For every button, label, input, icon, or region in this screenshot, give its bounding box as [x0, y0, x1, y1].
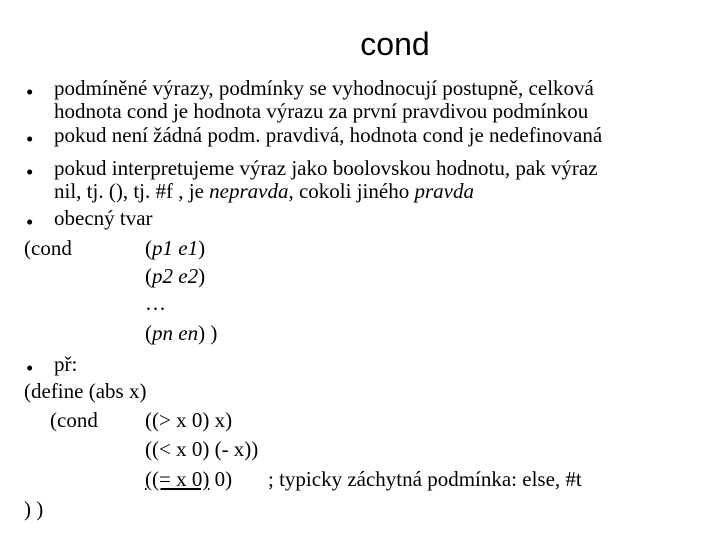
clause-3-value: 0)	[209, 467, 233, 491]
bullet-3-line-1: pokud interpretujeme výraz jako boolovskou hodnotu, pak výraz	[54, 156, 598, 180]
bullet-4-line-1: obecný tvar	[54, 206, 153, 230]
code-define-line: (define (abs x)	[24, 379, 147, 403]
code-clause-p2	[145, 264, 205, 288]
bullet-2-line-1: pokud není žádná podm. pravdivá, hodnota cond je nedefinovaná	[54, 123, 603, 147]
bullet-marker: •	[26, 160, 34, 184]
code-cond-keyword: (cond	[24, 236, 72, 260]
paren: )	[198, 236, 206, 260]
bullet-5-line-1: př:	[54, 352, 78, 376]
pravda-italic: pravda	[414, 179, 474, 203]
paren: )	[198, 264, 206, 288]
code-ellipsis: …	[145, 291, 166, 315]
bullet-1-line-1: podmíněné výrazy, podmínky se vyhodnocují postupně, celková	[54, 76, 594, 100]
code-clause-p1	[145, 236, 205, 260]
code-clause-2: ((< x 0) (- x))	[145, 437, 259, 461]
bullet-marker: •	[26, 80, 34, 104]
paren: ) )	[198, 321, 218, 345]
paren: (	[145, 236, 152, 260]
bullet-1-line-2: hodnota cond je hodnota výrazu za první pravdivou podmínkou	[54, 99, 589, 123]
bullet-3-line-2	[54, 179, 474, 203]
code-cond-keyword-2: (cond	[50, 408, 98, 432]
nepravda-italic: nepravda	[209, 179, 289, 203]
paren: (	[145, 321, 152, 345]
pn-en-italic: pn en	[152, 321, 199, 345]
p2-e2-italic: p2 e2	[152, 264, 199, 288]
code-clause-3	[145, 467, 232, 491]
bullet-3-text-c: , cokoli jiného	[288, 179, 415, 203]
paren: (	[145, 264, 152, 288]
code-clause-1: ((> x 0) x)	[145, 408, 233, 432]
bullet-marker: •	[26, 210, 34, 234]
underlined-condition: ((= x 0)	[145, 467, 210, 491]
p1-e1-italic: p1 e1	[152, 236, 199, 260]
bullet-marker: •	[26, 356, 34, 380]
bullet-3-text-a: nil, tj. (), tj. #f , je	[54, 179, 210, 203]
code-clause-pn	[145, 321, 217, 345]
bullet-marker: •	[26, 127, 34, 151]
code-closing-parens: ) )	[24, 497, 44, 521]
code-comment: ; typicky záchytná podmínka: else, #t	[268, 467, 582, 491]
slide-title: cond	[360, 26, 430, 62]
